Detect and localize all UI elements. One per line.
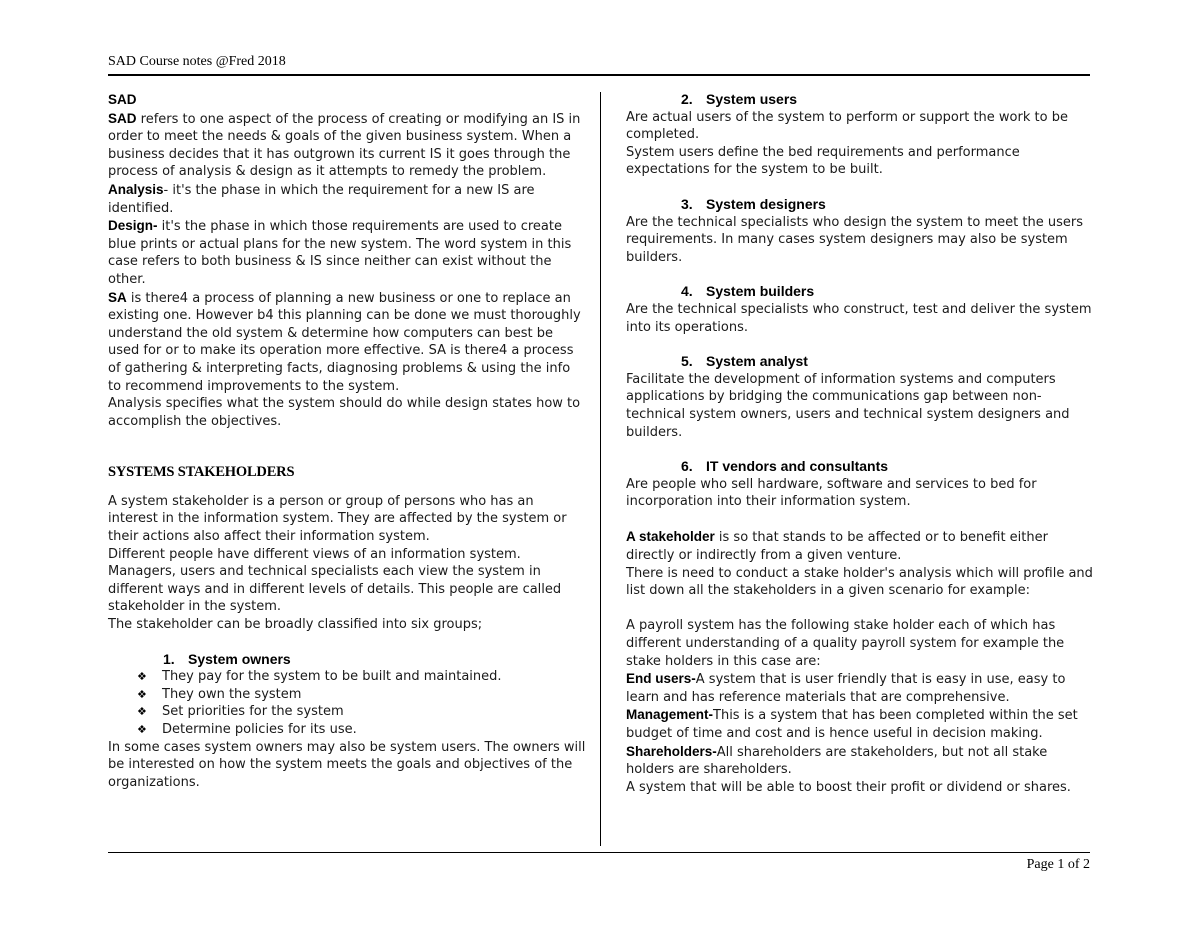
system-users-paragraph-2: System users define the bed requirements and performance expectations for the system to be built. <box>626 144 1020 178</box>
analysis-paragraph: Analysis- it's the phase in which the requirement for a new IS are identified. <box>108 181 535 216</box>
page-number: Page 1 of 2 <box>1026 857 1090 872</box>
list-item: ❖ Set priorities for the system <box>137 704 344 720</box>
system-analyst-heading: 5. System analyst <box>681 353 808 370</box>
sad-heading: SAD <box>108 92 137 107</box>
design-paragraph: Design- it's the phase in which those requirements are used to create blue prints or actual plans for the new system. The word system in this case refers to both business & IS since neither can exist without the other. <box>108 218 572 287</box>
list-item: ❖ They pay for the system to be built and maintained. <box>137 669 502 685</box>
system-users-paragraph-1: Are actual users of the system to perform or support the work to be completed. <box>626 109 1068 143</box>
footer-rule <box>108 852 1090 853</box>
right-column <box>626 91 1094 796</box>
header-title: SAD Course notes @Fred 2018 <box>108 54 286 69</box>
sa-paragraph: SA is there4 a process of planning a new business or one to replace an existing one. However b4 this planning can be done we must thoroughly understand the old system & determine how computers can best be used for or to make its operation more effective. SA is there4 a process of gathering & interpreting facts, diagnosing problems & using the info to recommend improvements to the system. <box>108 289 581 394</box>
stakeholders-paragraph-1: A system stakeholder is a person or group of persons who has an interest in the information system. They are affected by the system or their actions also affect their information system. <box>108 493 567 545</box>
payroll-paragraph: A payroll system has the following stake holder each of which has different understanding of a quality payroll system for example the stake holders in this case are: <box>626 618 1065 669</box>
spacer <box>626 511 1094 529</box>
term-analysis: Analysis <box>108 181 164 197</box>
system-designers-paragraph: Are the technical specialists who design the system to meet the users requirements. In many cases system designers may also be system builders. <box>626 214 1083 265</box>
left-column <box>108 91 586 791</box>
system-owners-heading: 1. System owners <box>163 650 291 667</box>
boost-paragraph: A system that will be able to boost their profit or dividend or shares. <box>626 779 1071 795</box>
term-management: Management- <box>626 707 714 723</box>
system-owners-list <box>108 668 586 738</box>
term-end-users: End users- <box>626 671 696 687</box>
system-analyst-paragraph: Facilitate the development of information systems and computers applications by bridging the communications gap between non-technical system owners, users and technical system designers and builders. <box>626 371 1070 440</box>
stakeholders-paragraph-2: Different people have different views of an information system. Managers, users and technical specialists each view the system in different ways and in different levels of details. This people are called stakeholder in the system. <box>108 546 562 615</box>
sad-intro-paragraph: SAD refers to one aspect of the process of creating or modifying an IS in order to meet the needs & goals of the given business system. When a business decides that it has outgrown its current IS it goes through the process of analysis & design as it attempts to remedy the problem. <box>108 110 581 180</box>
list-item: ❖ Determine policies for its use. <box>137 722 357 737</box>
stakeholders-heading: SYSTEMS STAKEHOLDERS <box>108 464 295 481</box>
shareholders-paragraph: Shareholders-All shareholders are stakeholders, but not all stake holders are shareholders. <box>626 743 1048 778</box>
list-item: ❖ They own the system <box>137 686 302 702</box>
term-stakeholder: A stakeholder <box>626 529 715 545</box>
stakeholder-analysis-paragraph: There is need to conduct a stake holder's analysis which will profile and list down all the stakeholders in a given scenario for example: <box>626 565 1093 599</box>
diamond-bullet-icon: ❖ <box>137 670 147 684</box>
system-designers-heading: 3. System designers <box>681 195 826 212</box>
column-divider <box>600 92 601 846</box>
stakeholders-paragraph-3: The stakeholder can be broadly classified into six groups; <box>108 617 483 633</box>
diamond-bullet-icon: ❖ <box>137 705 147 719</box>
term-sa: SA <box>108 289 127 305</box>
stakeholder-definition-paragraph: A stakeholder is so that stands to be affected or to benefit either directly or indirectly from a given venture. <box>626 529 1048 564</box>
diamond-bullet-icon: ❖ <box>137 687 147 701</box>
spacer <box>626 600 1094 618</box>
end-users-paragraph: End users-A system that is user friendly that is easy in use, easy to learn and has reference materials that are comprehensive. <box>626 671 1066 705</box>
term-sad: SAD <box>108 110 137 126</box>
system-users-heading: 2. System users <box>681 91 798 107</box>
it-vendors-heading: 6. IT vendors and consultants <box>681 458 889 475</box>
page-header <box>108 54 1090 76</box>
system-builders-heading: 4. System builders <box>681 283 815 300</box>
diamond-bullet-icon: ❖ <box>137 723 147 736</box>
term-design: Design- <box>108 218 158 234</box>
it-vendors-paragraph: Are people who sell hardware, software and services to bed for incorporation into their information system. <box>626 476 1037 510</box>
analysis-vs-design-paragraph: Analysis specifies what the system should do while design states how to accomplish the objectives. <box>108 396 581 429</box>
term-shareholders: Shareholders- <box>626 743 717 759</box>
system-owners-paragraph: In some cases system owners may also be system users. The owners will be interested on how the system meets the goals and objectives of the organizations. <box>108 739 586 790</box>
system-builders-paragraph: Are the technical specialists who construct, test and deliver the system into its operations. <box>626 301 1092 335</box>
management-paragraph: Management-This is a system that has been completed within the set budget of time and cost and is hence useful in decision making. <box>626 707 1078 741</box>
